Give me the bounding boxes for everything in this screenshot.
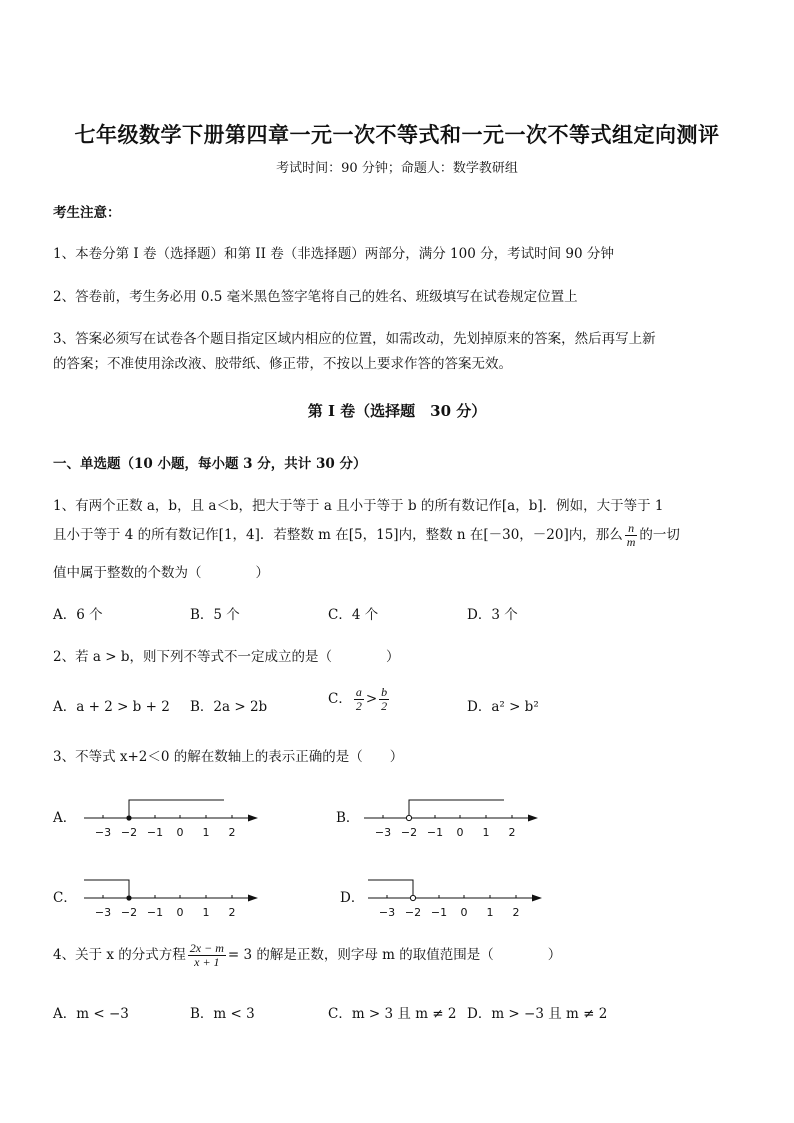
tick-label: 1 [486,906,494,919]
fraction-denominator: 2 [355,699,362,713]
solid-point [126,895,131,900]
tick-label: 0 [176,826,184,839]
tick-label: −2 [120,826,138,839]
q2-option-d[interactable]: D．a² > b² [467,699,539,715]
q2-stem: 2、若 a > b，则下列不等式不一定成立的是（ ） [53,649,400,665]
number-line-c [80,870,265,920]
notice-heading: 考生注意： [53,205,121,221]
q3-option-b-label[interactable]: B． [336,810,360,826]
tick-label: 0 [460,906,468,919]
tick-label: −2 [404,906,422,919]
number-line-d [364,870,549,920]
q1-option-c[interactable]: C．4 个 [328,607,379,623]
q4-stem-text: 4、关于 x 的分式方程 [53,947,186,963]
notice-item-2: 2、答卷前，考生务必用 0.5 毫米黑色签字笔将自己的姓名、班级填写在试卷规定位置上 [53,289,578,305]
q3-stem: 3、不等式 x+2＜0 的解在数轴上的表示正确的是（ ） [53,749,404,765]
q4-fraction-numerator: 2x − m [189,941,224,955]
q4-stem-tail: = 3 的解是正数，则字母 m 的取值范围是（ ） [227,947,562,963]
q4-option-d[interactable]: D．m > −3 且 m ≠ 2 [467,1006,608,1022]
q4-fraction-denominator: x + 1 [194,955,220,969]
q1-option-a[interactable]: A．6 个 [53,607,103,623]
tick-label: −1 [146,906,164,919]
solid-point [126,815,131,820]
open-point [406,815,411,820]
tick-label: −1 [146,826,164,839]
q4-option-b[interactable]: B．m < 3 [190,1006,255,1022]
tick-label: 2 [228,826,236,839]
section-title: 第 I 卷（选择题 30 分） [307,402,487,420]
notice-item-1: 1、本卷分第 I 卷（选择题）和第 II 卷（非选择题）两部分，满分 100 分，考试时间 90 分钟 [53,246,614,262]
solution-bracket [368,880,413,898]
solution-bracket [409,800,504,818]
q1-option-d[interactable]: D．3 个 [467,607,518,623]
tick-label: 2 [508,826,516,839]
q4-fraction [188,942,226,969]
tick-label: −3 [94,906,112,919]
arrow-head [248,895,258,902]
q2-option-c-fraction-1 [354,686,364,713]
q2-option-a[interactable]: A．a + 2 > b + 2 [53,699,170,715]
fraction-numerator: a [355,685,362,699]
arrow-head [528,815,538,822]
fraction-numerator: b [381,685,388,699]
q1-line-2-tail: 的一切 [639,527,680,543]
q1-line-1: 1、有两个正数 a，b，且 a＜b，把大于等于 a 且小于等于 b 的所有数记作[a，b]．例如，大于等于 1 [53,498,664,514]
tick-label: 2 [228,906,236,919]
q1-line-2 [53,522,680,549]
solution-bracket [84,880,129,898]
q1-option-b[interactable]: B．5 个 [190,607,240,623]
open-point [410,895,415,900]
fraction-denominator: 2 [381,699,388,713]
notice-item-3-line-1: 3、答案必须写在试卷各个题目指定区域内相应的位置，如需改动，先划掉原来的答案，然后再写上新 [53,331,656,347]
q1-line-3: 值中属于整数的个数为（ ） [53,565,269,581]
q2-option-c-fraction-2 [379,686,389,713]
q2-option-b[interactable]: B．2a > 2b [190,699,268,715]
part-heading: 一、单选题（10 小题，每小题 3 分，共计 30 分） [53,456,367,472]
notice-item-3-line-2: 的答案；不准使用涂改液、胶带纸、修正带，不按以上要求作答的答案无效。 [53,356,512,372]
tick-label: −1 [430,906,448,919]
solution-bracket [129,800,224,818]
q3-option-a-label[interactable]: A． [53,810,77,826]
q3-option-d-label[interactable]: D． [340,890,365,906]
q4-option-a[interactable]: A．m < −3 [53,1006,129,1022]
q1-fraction-denominator: m [626,535,636,549]
tick-label: −3 [378,906,396,919]
q2-option-c[interactable] [328,686,391,713]
number-line-a [80,790,265,840]
q1-fraction-numerator: n [625,522,638,536]
arrow-head [248,815,258,822]
q4-option-c[interactable]: C．m > 3 且 m ≠ 2 [328,1006,457,1022]
tick-label: −2 [120,906,138,919]
page-title: 七年级数学下册第四章一元一次不等式和一元一次不等式组定向测评 [74,122,720,147]
arrow-head [532,895,542,902]
q1-fraction [625,522,638,549]
exam-info: 考试时间：90 分钟；命题人：数学教研组 [276,161,518,176]
q3-option-c-label[interactable]: C． [53,890,77,906]
tick-label: 0 [176,906,184,919]
q1-line-2-text: 且小于等于 4 的所有数记作[1，4]．若整数 m 在[5，15]内，整数 n 在[－30，－20]内，那么 [53,527,623,543]
number-line-b [360,790,545,840]
tick-label: 2 [512,906,520,919]
tick-label: −2 [400,826,418,839]
q4-stem [53,942,561,969]
tick-label: 1 [202,906,210,919]
tick-label: 1 [202,826,210,839]
greater-than-sign: > [365,691,378,707]
tick-label: −3 [374,826,392,839]
tick-label: 1 [482,826,490,839]
tick-label: −1 [426,826,444,839]
tick-label: −3 [94,826,112,839]
tick-label: 0 [456,826,464,839]
q2-option-c-label: C． [328,691,352,707]
